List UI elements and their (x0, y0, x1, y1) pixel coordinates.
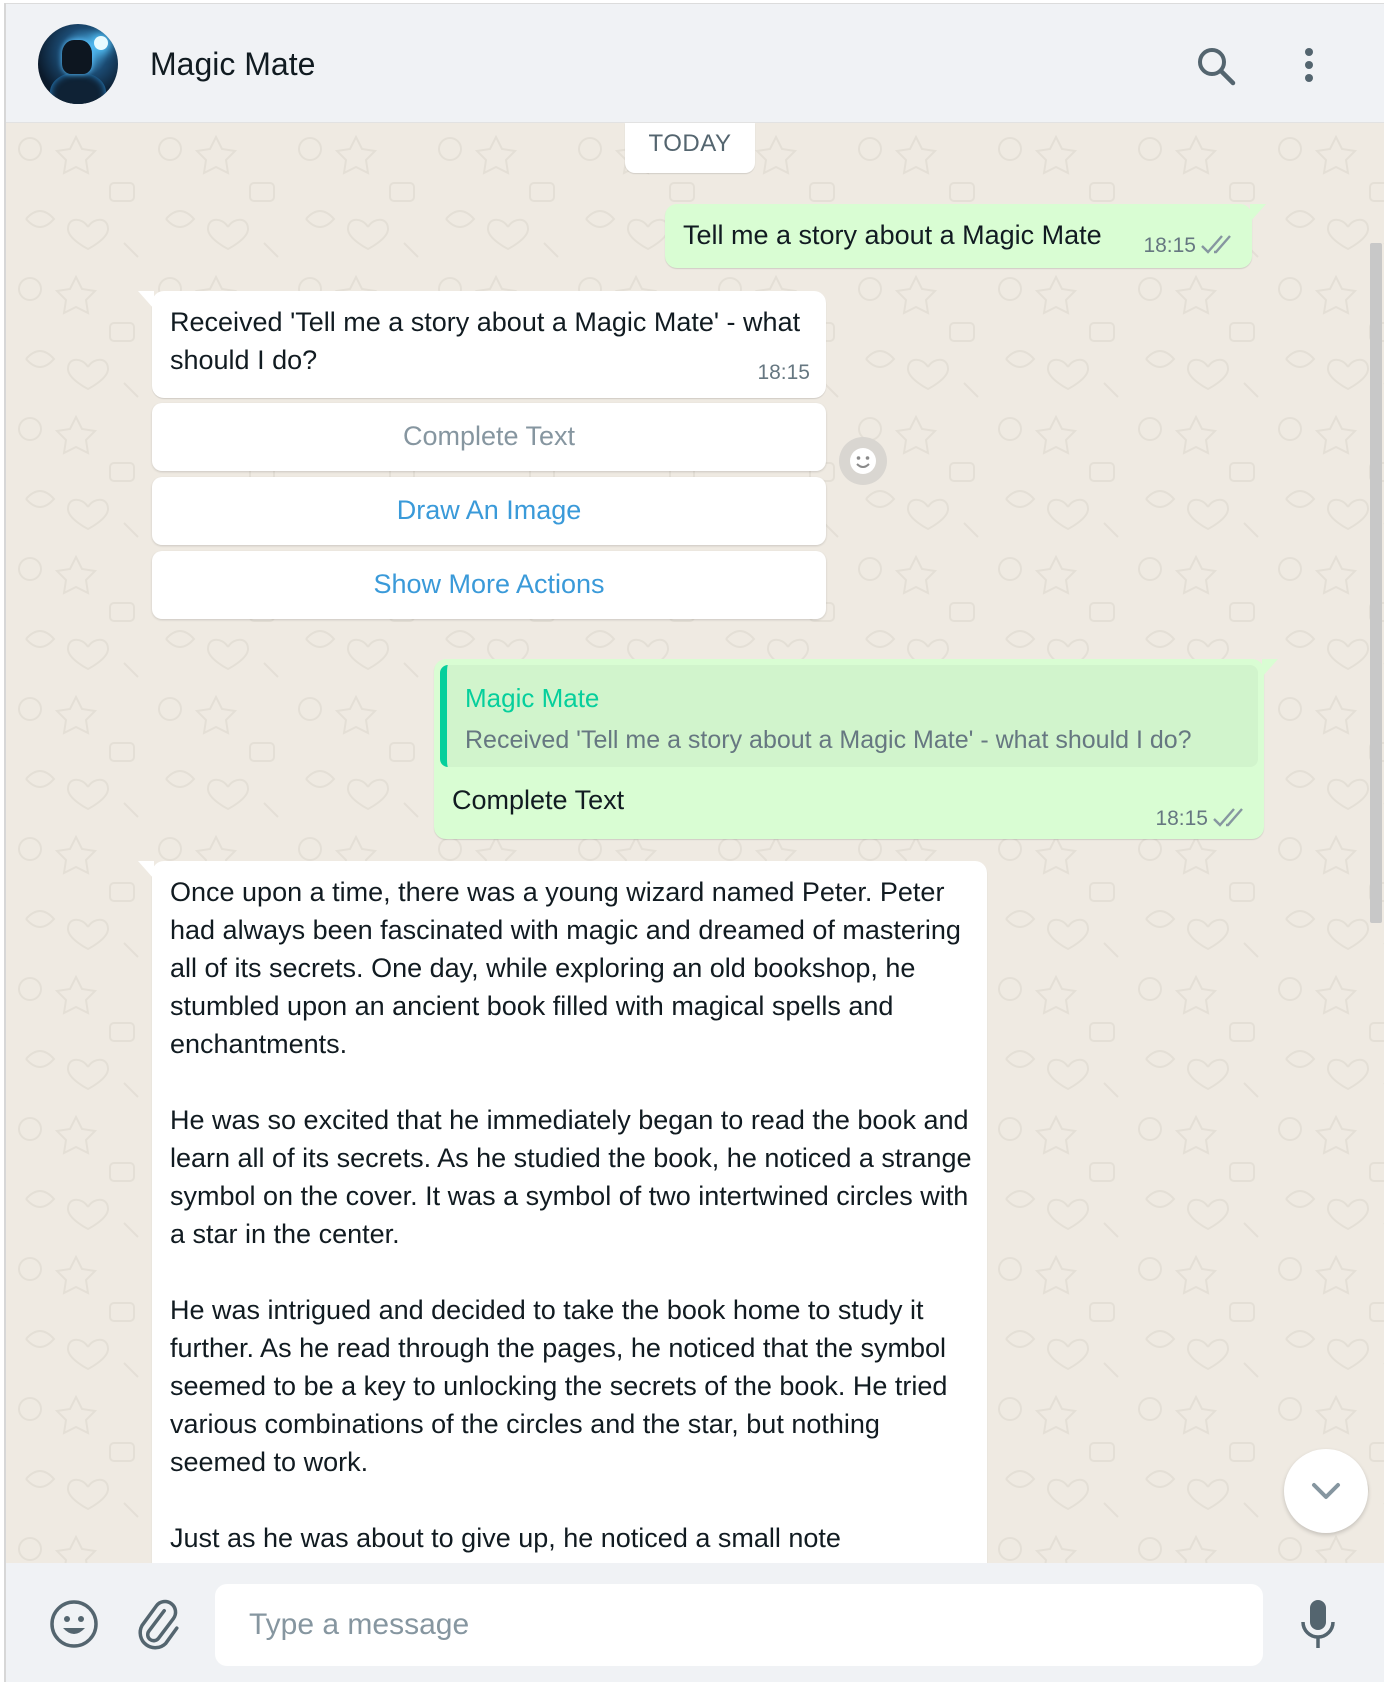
outgoing-message[interactable] (665, 204, 1252, 268)
reaction-emoji-icon[interactable] (838, 436, 888, 486)
date-divider: TODAY (625, 123, 755, 173)
microphone-icon[interactable] (1296, 1596, 1340, 1652)
paperclip-icon[interactable] (132, 1598, 180, 1650)
avatar-body (50, 72, 106, 104)
contact-name[interactable]: Magic Mate (150, 46, 316, 82)
contact-avatar[interactable] (38, 24, 118, 104)
draw-an-image-button[interactable]: Draw An Image (152, 477, 826, 545)
message-time: 18:15 (1155, 807, 1208, 830)
show-more-actions-button[interactable]: Show More Actions (152, 551, 826, 619)
story-paragraph: He was intrigued and decided to take the book home to study it further. As he read through the pages, he noticed that the symbol seemed to be a key to unlocking the secrets of the book. He tried various combinations of the circles and the star, but nothing seemed to work. (170, 1295, 948, 1477)
chat-header (6, 3, 1384, 123)
bubble-tail (1262, 659, 1278, 677)
incoming-story-message[interactable] (152, 861, 987, 1563)
chevron-down-icon (1308, 1475, 1344, 1507)
message-input[interactable] (215, 1584, 1263, 1666)
story-paragraph: Once upon a time, there was a young wizard named Peter. Peter had always been fascinated with magic and dreamed of mastering all of its secrets. One day, while exploring an old bookshop, he stumbled upon an ancient book filled with magical spells and enchantments. (170, 877, 961, 1059)
read-receipt-icon (1200, 234, 1234, 256)
message-list[interactable] (6, 123, 1384, 1563)
complete-text-button[interactable]: Complete Text (152, 403, 826, 471)
composer-bar (6, 1563, 1384, 1682)
more-vertical-icon[interactable] (1294, 44, 1324, 88)
message-text (170, 873, 978, 1563)
message-time: 18:15 (1143, 234, 1196, 257)
message-text: Complete Text (452, 785, 625, 815)
avatar-spark (94, 36, 108, 50)
message-text: Tell me a story about a Magic Mate (683, 220, 1102, 250)
search-icon[interactable] (1194, 44, 1238, 88)
scroll-to-bottom-button[interactable] (1284, 1449, 1368, 1533)
quoted-text: Received 'Tell me a story about a Magic Mate' - what should I do? (465, 726, 1192, 754)
bubble-tail (1250, 204, 1266, 222)
chat-panel (4, 3, 1384, 1682)
bubble-tail (138, 291, 154, 309)
quoted-author: Magic Mate (465, 683, 600, 713)
message-text: Received 'Tell me a story about a Magic Mate' - what should I do? (170, 307, 801, 375)
message-time: 18:15 (757, 361, 810, 384)
incoming-message[interactable] (152, 291, 826, 398)
read-receipt-icon (1212, 807, 1246, 829)
quoted-message[interactable] (440, 665, 1258, 767)
story-paragraph: Just as he was about to give up, he noticed a small note (170, 1523, 841, 1553)
bubble-tail (138, 861, 154, 879)
emoji-icon[interactable] (48, 1598, 100, 1650)
story-paragraph: He was so excited that he immediately began to read the book and learn all of its secrets. As he studied the book, he noticed a strange symbol on the cover. It was a symbol of two intertwined circles with a star in the center. (170, 1105, 972, 1249)
outgoing-reply-message[interactable] (434, 659, 1264, 839)
scrollbar-thumb[interactable] (1370, 243, 1382, 923)
avatar-head (62, 40, 92, 74)
